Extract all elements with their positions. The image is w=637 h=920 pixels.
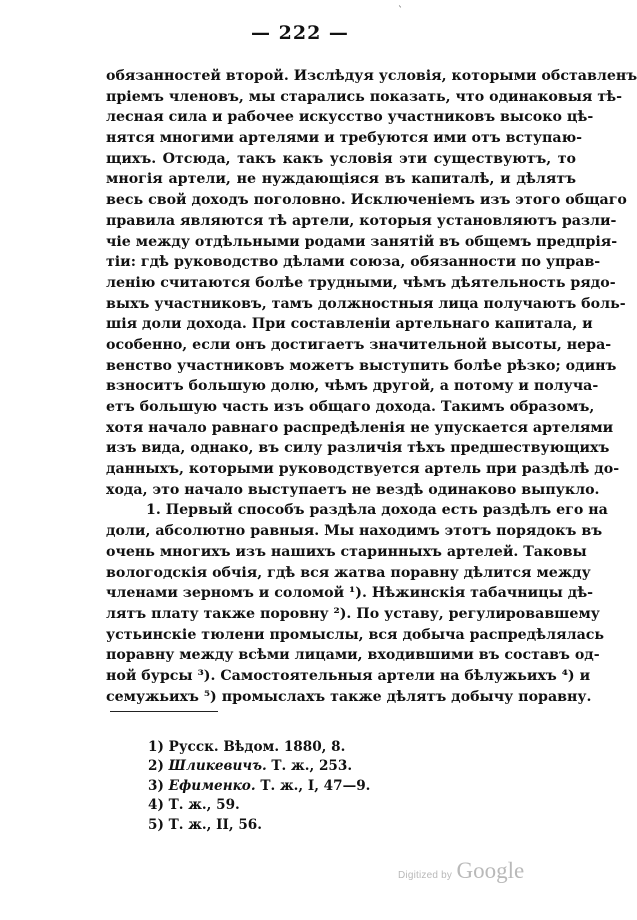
footnote bbox=[148, 738, 370, 757]
footnote-text: Т. ж., I, 47—9. bbox=[255, 777, 371, 794]
text-line: чіе между отдѣльными родами занятій въ общемъ предпрія- bbox=[106, 233, 618, 250]
text-line: нятся многими артелями и требуются ими отъ вступаю- bbox=[106, 130, 583, 147]
text-line: многія артели, не нуждающіяся въ капиталѣ, и дѣлятъ bbox=[106, 171, 576, 188]
text-line: 1. Первый способъ раздѣла дохода есть раздѣлъ его на bbox=[146, 502, 608, 519]
body-text bbox=[106, 66, 637, 707]
google-logo: Google bbox=[456, 858, 525, 883]
text-line: данныхъ, которыми руководствуется артель при раздѣлѣ до- bbox=[106, 461, 620, 478]
text-line: изъ вида, однако, въ силу различія тѣхъ предшествующихъ bbox=[106, 440, 610, 457]
footnote-text: Т. ж., 59. bbox=[168, 797, 240, 814]
footnote-author: Ефименко. bbox=[168, 777, 256, 794]
watermark bbox=[398, 858, 524, 884]
footnote-number: 2) bbox=[148, 758, 164, 775]
footnote bbox=[148, 757, 370, 776]
text-line: вологодскія обчія, гдѣ вся жатва поравну дѣлится между bbox=[106, 564, 591, 581]
top-mark: ` bbox=[398, 6, 403, 17]
text-line: ленію считаются болѣе трудными, чѣмъ дѣятельность рядо- bbox=[106, 274, 616, 291]
text-line: очень многихъ изъ нашихъ старинныхъ артелей. Таковы bbox=[106, 543, 587, 560]
text-line: щихъ. Отсюда, такъ какъ условія эти существуютъ, то bbox=[106, 150, 576, 167]
footnote bbox=[148, 777, 370, 796]
footnote-number: 1) bbox=[148, 739, 164, 755]
watermark-prefix: Digitized by bbox=[398, 870, 453, 881]
footnote-number: 3) bbox=[148, 777, 164, 794]
text-line: особенно, если онъ достигаетъ значительной высоты, нера- bbox=[106, 336, 612, 353]
footnote-text: Т. ж., II, 56. bbox=[168, 816, 262, 833]
text-line: доли, абсолютно равныя. Мы находимъ этотъ порядокъ въ bbox=[106, 523, 603, 540]
text-line: лятъ плату также поровну ²). По уставу, регулировавшему bbox=[106, 605, 600, 622]
page-number: — 222 — bbox=[251, 22, 349, 44]
text-line: правила являются тѣ артели, которыя установляютъ разли- bbox=[106, 212, 617, 229]
text-line: поравну между всѣми лицами, входившими въ составъ од- bbox=[106, 647, 600, 664]
footnote-number: 5) bbox=[148, 816, 164, 833]
text-line: семужьихъ ⁵) промыслахъ также дѣлятъ добычу поравну. bbox=[106, 688, 592, 705]
text-line: взноситъ большую долю, чѣмъ другой, а потому и получа- bbox=[106, 378, 599, 395]
text-line: весь свой доходъ поголовно. Исключеніемъ изъ этого общаго bbox=[106, 192, 627, 209]
text-line: членами зерномъ и соломой ¹). Нѣжинскія табачницы дѣ- bbox=[106, 585, 594, 602]
text-line: венство участниковъ можетъ выступить болѣе рѣзко; одинъ bbox=[106, 357, 617, 374]
footnote bbox=[148, 816, 370, 835]
footnote-rule bbox=[110, 711, 218, 712]
text-line: хода, это начало выступаетъ не вездѣ одинаково выпукло. bbox=[106, 481, 600, 498]
footnote-text: Русск. Вѣдом. 1880, 8. bbox=[168, 739, 346, 755]
text-line: хотя начало равнаго распредѣленія не упускается артелями bbox=[106, 419, 614, 436]
footnote-number: 4) bbox=[148, 797, 164, 814]
footnote-author: Шликевичъ. bbox=[168, 758, 267, 775]
text-line: шія доли дохода. При составленіи артельнаго капитала, и bbox=[106, 316, 593, 333]
footnote-text: Т. ж., 253. bbox=[266, 758, 353, 775]
text-line: выхъ участниковъ, тамъ должностныя лица получаютъ боль- bbox=[106, 295, 626, 312]
text-line: ной бурсы ³). Самостоятельныя артели на бѣлужьихъ ⁴) и bbox=[106, 667, 591, 684]
text-line: лесная сила и рабочее искусство участниковъ высоко цѣ- bbox=[106, 109, 594, 126]
footnotes bbox=[148, 738, 370, 835]
text-line: тіи: гдѣ руководство дѣлами союза, обязанности по управ- bbox=[106, 254, 601, 271]
footnote bbox=[148, 796, 370, 815]
text-line: пріемъ членовъ, мы старались показать, что одинаковыя тѣ- bbox=[106, 88, 622, 105]
text-line: устьинскіе тюлени промыслы, вся добыча распредѣлялась bbox=[106, 626, 605, 643]
text-line: етъ большую часть изъ общаго дохода. Такимъ образомъ, bbox=[106, 399, 595, 415]
text-line: обязанностей второй. Изслѣдуя условія, которыми обставленъ bbox=[106, 68, 637, 84]
